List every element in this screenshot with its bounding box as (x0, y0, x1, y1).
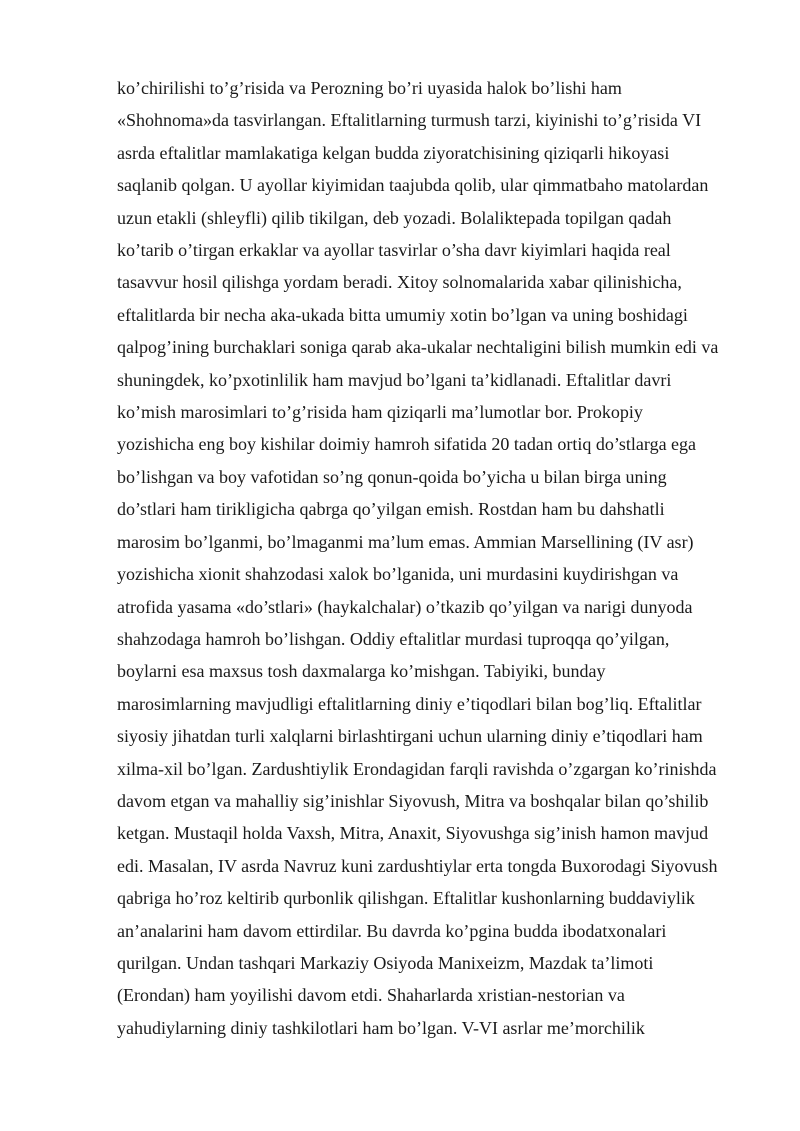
text-line: ko’mish marosimlari to’g’risida ham qiziqarli ma’lumotlar bor. Prokopiy (117, 402, 643, 423)
text-line: qabriga ho’roz keltirib qurbonlik qilishgan. Eftalitlar kushonlarning buddaviylik (117, 888, 695, 909)
text-line: shuningdek, ko’pxotinlilik ham mavjud bo’lgani ta’kidlanadi. Eftalitlar davri (117, 369, 672, 390)
text-line: asrda eftalitlar mamlakatiga kelgan budda ziyoratchisining qiziqarli hikoyasi (117, 142, 670, 163)
text-line: marosim bo’lganmi, bo’lmaganmi ma’lum emas. Ammian Marsellining (IV asr) (117, 531, 694, 552)
text-line: qalpog’ining burchaklari soniga qarab aka-ukalar nechtaligini bilish mumkin edi va (117, 337, 719, 358)
text-line: marosimlarning mavjudligi eftalitlarning diniy e’tiqodlari bilan bog’liq. Eftalitlar (117, 693, 702, 714)
text-line: «Shohnoma»da tasvirlangan. Eftalitlarning turmush tarzi, kiyinishi to’g’risida VI (117, 110, 702, 131)
text-line: yozishicha eng boy kishilar doimiy hamroh sifatida 20 tadan ortiq do’stlarga ega (117, 434, 697, 455)
text-line: atrofida yasama «do’stlari» (haykalchalar) o’tkazib qo’yilgan va narigi dunyoda (117, 596, 693, 617)
body-text (117, 72, 757, 1044)
text-line: siyosiy jihatdan turli xalqlarni birlashtirgani uchun ularning diniy e’tiqodlari ham (117, 726, 703, 747)
text-line: yahudiylarning diniy tashkilotlari ham bo’lgan. V-VI asrlar me’morchilik (117, 1017, 645, 1038)
text-line: shahzodaga hamroh bo’lishgan. Oddiy eftalitlar murdasi tuproqqa qo’yilgan, (117, 628, 670, 649)
text-line: yozishicha xionit shahzodasi xalok bo’lganida, uni murdasini kuydirishgan va (117, 564, 679, 585)
text-line: saqlanib qolgan. U ayollar kiyimidan taajubda qolib, ular qimmatbaho matolardan (117, 175, 709, 196)
text-line: edi. Masalan, IV asrda Navruz kuni zardushtiylar erta tongda Buxorodagi Siyovush (117, 855, 718, 876)
text-line: bo’lishgan va boy vafotidan so’ng qonun-qoida bo’yicha u bilan birga uning (117, 466, 667, 487)
text-line: (Erondan) ham yoyilishi davom etdi. Shaharlarda xristian-nestorian va (117, 985, 625, 1006)
text-line: qurilgan. Undan tashqari Markaziy Osiyoda Manixeizm, Mazdak ta’limoti (117, 952, 654, 973)
text-line: do’stlari ham tirikligicha qabrga qo’yilgan emish. Rostdan ham bu dahshatli (117, 499, 665, 520)
text-line: boylarni esa maxsus tosh daxmalarga ko’mishgan. Tabiyiki, bunday (117, 661, 606, 682)
text-line: tasavvur hosil qilishga yordam beradi. Xitoy solnomalarida xabar qilinishicha, (117, 272, 682, 293)
text-line: xilma-xil bo’lgan. Zardushtiylik Erondagidan farqli ravishda o’zgargan ko’rinishda (117, 758, 717, 779)
text-line: ketgan. Mustaqil holda Vaxsh, Mitra, Anaxit, Siyovushga sig’inish hamon mavjud (117, 823, 709, 844)
text-line: ko’chirilishi to’g’risida va Perozning bo’ri uyasida halok bo’lishi ham (117, 78, 622, 98)
text-line: davom etgan va mahalliy sig’inishlar Siyovush, Mitra va boshqalar bilan qo’shilib (117, 790, 709, 811)
text-line: uzun etakli (shleyfli) qilib tikilgan, deb yozadi. Bolaliktepada topilgan qadah (117, 207, 672, 228)
text-line: eftalitlarda bir necha aka-ukada bitta umumiy xotin bo’lgan va uning boshidagi (117, 304, 688, 325)
text-line: an’analarini ham davom ettirdilar. Bu davrda ko’pgina budda ibodatxonalari (117, 920, 667, 941)
text-line: ko’tarib o’tirgan erkaklar va ayollar tasvirlar o’sha davr kiyimlari haqida real (117, 240, 671, 261)
